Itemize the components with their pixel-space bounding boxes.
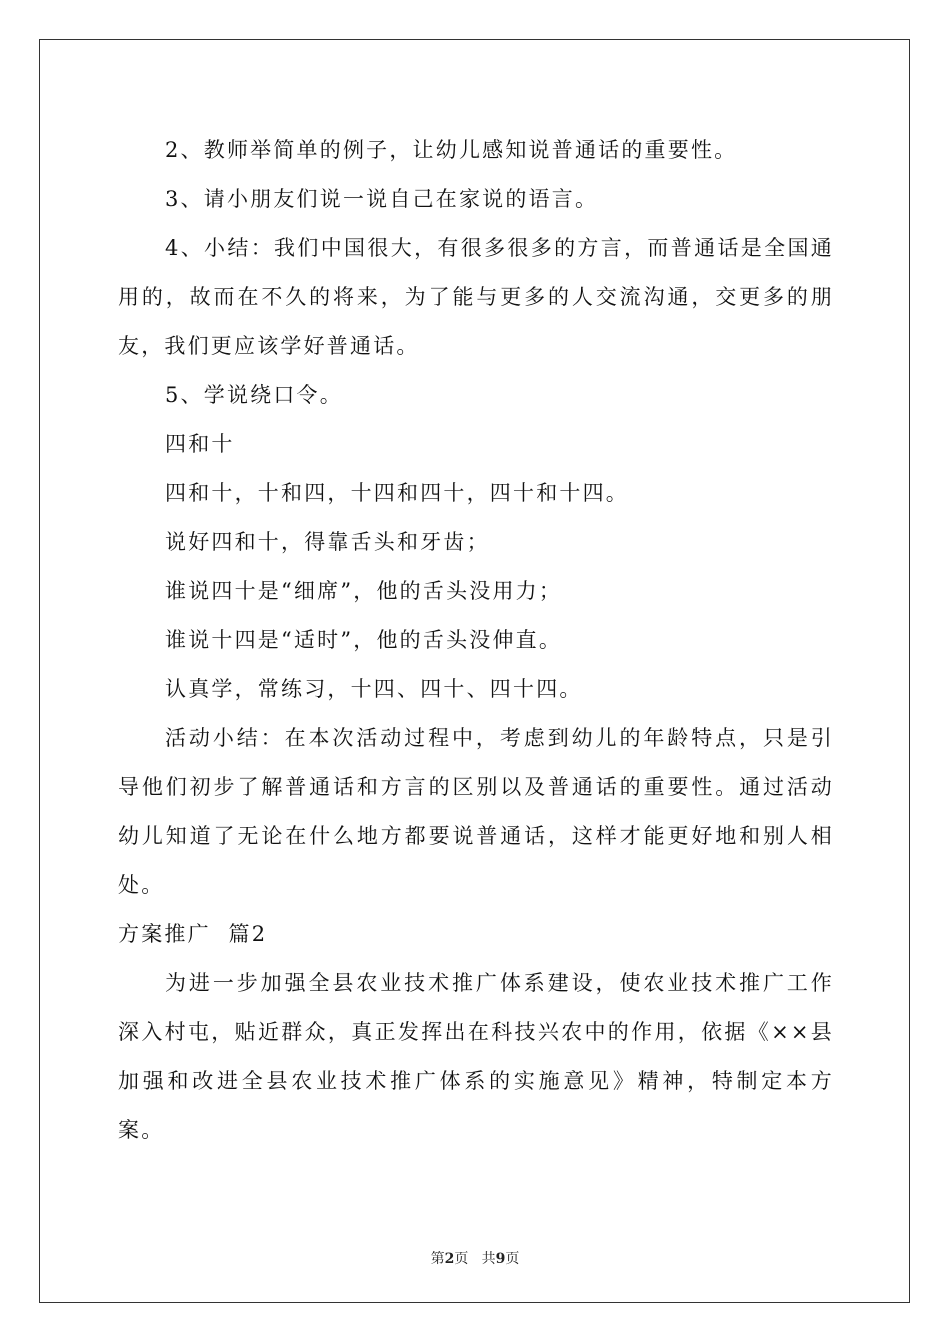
footer-page-suffix: 页: [454, 1251, 469, 1267]
tongue-twister-line: 说好四和十，得靠舌头和牙齿；: [165, 530, 490, 554]
paragraph: 5、学说绕口令。: [165, 383, 343, 407]
tongue-twister-line: 谁说四十是“细席”，他的舌头没用力；: [165, 579, 563, 603]
footer-page-prefix: 第: [430, 1251, 445, 1267]
tongue-twister-line: 认真学，常练习，十四、四十、四十四。: [165, 677, 583, 701]
page-footer: [0, 1248, 950, 1268]
tongue-twister-line: 四和十，十和四，十四和四十，四十和十四。: [165, 481, 629, 505]
section-heading: 方案推广 篇2: [118, 922, 268, 946]
activity-summary: 活动小结：在本次活动过程中，考虑到幼儿的年龄特点，只是引导他们初步了解普通话和方言的区别以及普通话的重要性。通过活动幼儿知道了无论在什么地方都要说普通话，这样才能更好地和别人相处。: [118, 726, 834, 897]
footer-total-pages: 9: [495, 1251, 506, 1267]
paragraph: 2、教师举简单的例子，让幼儿感知说普通话的重要性。: [165, 138, 738, 162]
document-body: [118, 126, 834, 1155]
tongue-twister-line: 谁说十四是“适时”，他的舌头没伸直。: [165, 628, 563, 652]
footer-total-suffix: 页: [505, 1251, 520, 1267]
footer-page-number: 2: [444, 1251, 455, 1267]
tongue-twister-title: 四和十: [165, 432, 235, 456]
section-paragraph: 为进一步加强全县农业技术推广体系建设，使农业技术推广工作深入村屯，贴近群众，真正发挥出在科技兴农中的作用，依据《××县加强和改进全县农业技术推广体系的实施意见》精神，特制定本方案。: [118, 971, 834, 1142]
footer-total-prefix: 共: [481, 1251, 496, 1267]
paragraph: 4、小结：我们中国很大，有很多很多的方言，而普通话是全国通用的，故而在不久的将来，为了能与更多的人交流沟通，交更多的朋友，我们更应该学好普通话。: [118, 236, 834, 358]
paragraph: 3、请小朋友们说一说自己在家说的语言。: [165, 187, 599, 211]
